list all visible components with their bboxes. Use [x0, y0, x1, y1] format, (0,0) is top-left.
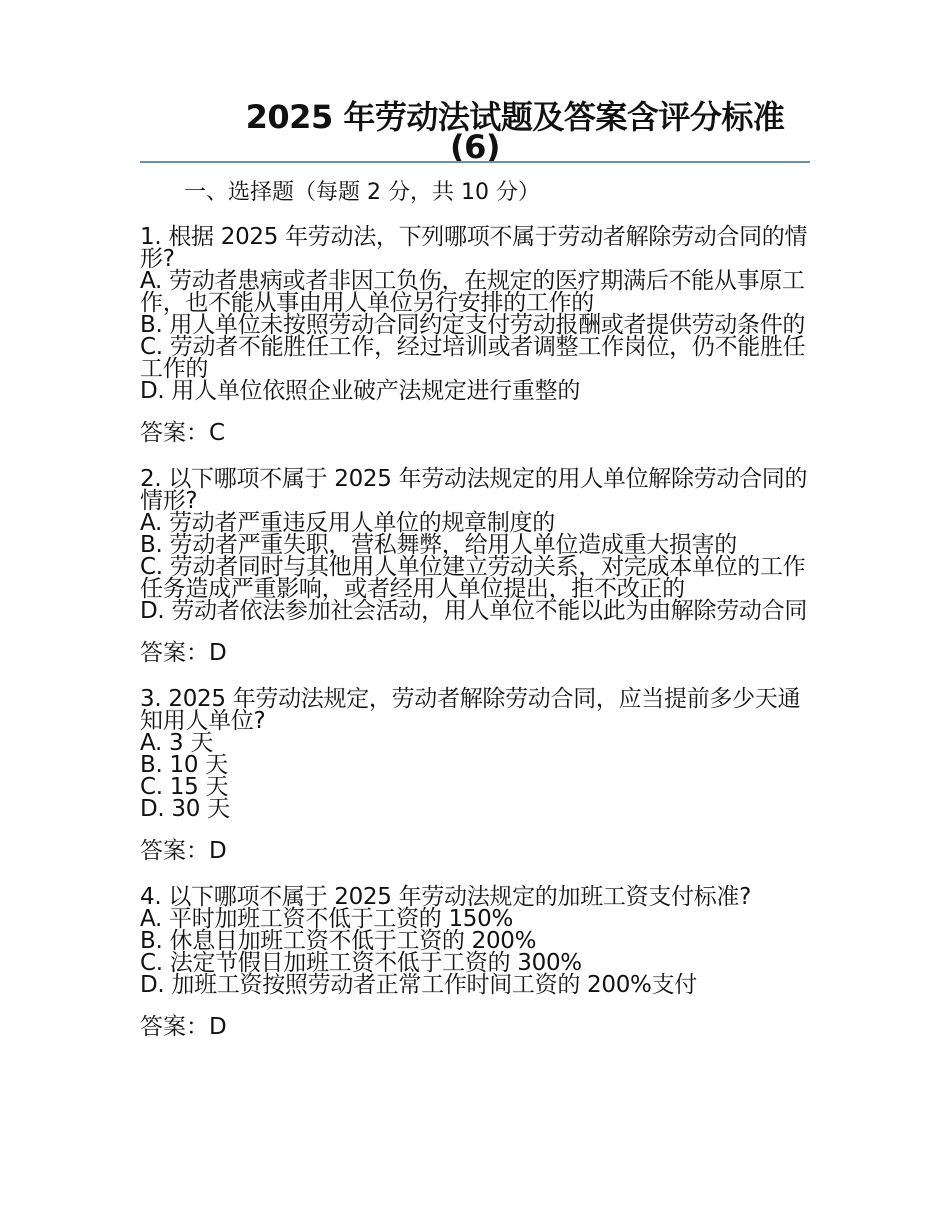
option-b: B. 10 天 — [140, 752, 228, 778]
option-c: C. 法定节假日加班工资不低于工资的 300% — [140, 950, 582, 976]
option-b: B. 劳动者严重失职，营私舞弊，给用人单位造成重大损害的 — [140, 532, 738, 558]
option-d: D. 用人单位依照企业破产法规定进行重整的 — [140, 378, 581, 404]
question-2 — [140, 468, 815, 666]
option-b: B. 休息日加班工资不低于工资的 200% — [140, 928, 537, 954]
option-b: B. 用人单位未按照劳动合同约定支付劳动报酬或者提供劳动条件的 — [140, 312, 806, 338]
section-heading: 一、选择题（每题 2 分，共 10 分） — [184, 180, 540, 205]
option-a: A. 平时加班工资不低于工资的 150% — [140, 906, 514, 932]
title-line-1: 2025 年劳动法试题及答案含评分标准 — [245, 98, 785, 136]
question-4 — [140, 886, 815, 1040]
title-line-2: (6) — [449, 128, 500, 166]
option-d: D. 加班工资按照劳动者正常工作时间工资的 200%支付 — [140, 972, 697, 998]
option-a: A. 劳动者严重违反用人单位的规章制度的 — [140, 510, 555, 536]
question-stem: 1. 根据 2025 年劳动法，下列哪项不属于劳动者解除劳动合同的情形? — [140, 224, 808, 272]
option-d: D. 劳动者依法参加社会活动，用人单位不能以此为由解除劳动合同 — [140, 598, 808, 624]
option-a: A. 3 天 — [140, 730, 214, 756]
option-d: D. 30 天 — [140, 796, 230, 822]
question-stem: 2. 以下哪项不属于 2025 年劳动法规定的用人单位解除劳动合同的情形? — [140, 466, 808, 514]
answer-text: 答案：D — [140, 838, 227, 864]
option-c: C. 劳动者同时与其他用人单位建立劳动关系，对完成本单位的工作任务造成严重影响，或者经用人单位提出，拒不改正的 — [140, 554, 806, 602]
answer-text: 答案：D — [140, 1014, 227, 1040]
option-a: A. 劳动者患病或者非因工负伤，在规定的医疗期满后不能从事原工作，也不能从事由用人单位另行安排的工作的 — [140, 268, 805, 316]
question-3 — [140, 688, 815, 864]
title-divider — [140, 161, 810, 163]
option-c: C. 15 天 — [140, 774, 229, 800]
document-title — [140, 98, 810, 166]
question-stem: 4. 以下哪项不属于 2025 年劳动法规定的加班工资支付标准? — [140, 884, 752, 910]
answer-text: 答案：D — [140, 640, 227, 666]
question-stem: 3. 2025 年劳动法规定，劳动者解除劳动合同，应当提前多少天通知用人单位? — [140, 686, 801, 734]
question-list — [140, 226, 815, 1062]
answer-text: 答案：C — [140, 420, 226, 446]
option-c: C. 劳动者不能胜任工作，经过培训或者调整工作岗位，仍不能胜任工作的 — [140, 334, 806, 382]
question-1 — [140, 226, 815, 446]
